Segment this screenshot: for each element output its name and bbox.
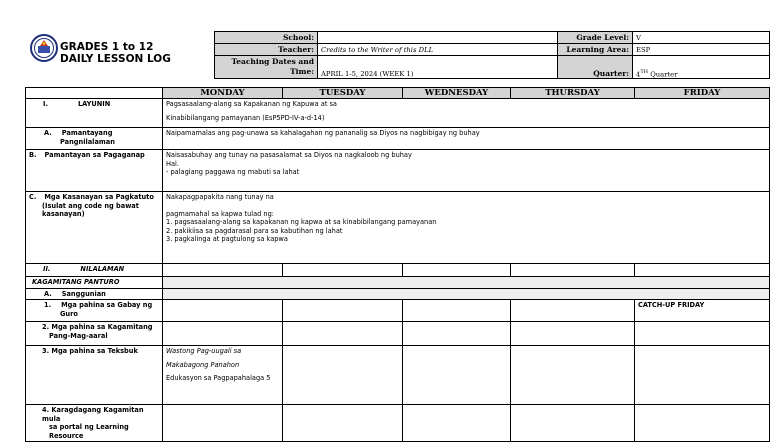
ppn-label-1: Pamantayang <box>61 129 113 137</box>
dates-value: APRIL 1-5, 2024 (WEEK 1) <box>318 56 558 79</box>
grade-level-label: Grade Level: <box>558 32 633 44</box>
sanggunian-num: A. <box>44 289 52 298</box>
kasanayan-item-1: 1. pagsasaalang-alang sa kapakanan ng kapwa at sa kinabibilangang pamayanan <box>166 218 437 226</box>
kasanayan-num: C. <box>29 193 37 201</box>
dates-label-line-1: Teaching Dates and <box>231 57 314 66</box>
grade-level-value: V <box>633 32 770 44</box>
layunin-num: I. <box>43 100 48 108</box>
day-friday: FRIDAY <box>635 88 770 99</box>
layunin-text: LAYUNIN <box>77 100 111 108</box>
learning-area-value: ESP <box>633 44 770 56</box>
teacher-label: Teacher: <box>215 44 318 56</box>
teksbuk-wed <box>403 346 511 405</box>
row-layunin <box>26 99 770 128</box>
gabay-mon <box>163 300 283 322</box>
kasanayan-content <box>163 192 770 264</box>
nilalaman-wed <box>403 264 511 277</box>
kasanayan-label-1: Mga Kasanayan sa Pagkatuto <box>44 193 154 201</box>
day-wednesday: WEDNESDAY <box>403 88 511 99</box>
pp-label: Pamantayan sa Pagaganap <box>44 151 145 159</box>
karagdagang-mon <box>163 405 283 442</box>
kasanayan-line-2: pagmamahal sa kapwa tulad ng: <box>166 209 275 218</box>
pp-line-3: - palagiang paggawa ng mabuti sa lahat <box>166 168 300 176</box>
teksbuk-mon <box>163 346 283 405</box>
kma-fri <box>635 322 770 346</box>
kma-tue <box>283 322 403 346</box>
kma-mon <box>163 322 283 346</box>
kasanayan-item-2: 2. pakikiisa sa pagdarasal para sa kabutihan ng lahat <box>166 226 343 235</box>
gabay-wed <box>403 300 511 322</box>
pp-line-2: Hal. <box>166 159 179 168</box>
nilalaman-text: NILALAMAN <box>80 265 125 273</box>
teksbuk-fri <box>635 346 770 405</box>
nilalaman-mon <box>163 264 283 277</box>
title-line-2: DAILY LESSON LOG <box>60 53 171 65</box>
gabay-label-2: Guro <box>60 309 78 318</box>
kasanayan-line-1: Nakapagpapakita nang tunay na <box>166 193 274 201</box>
kma-thu <box>511 322 635 346</box>
gabay-tue <box>283 300 403 322</box>
nilalaman-num: II. <box>43 265 51 273</box>
ppn-label-2: Pangnilalaman <box>60 137 115 146</box>
row-kagamitang-panturo <box>26 277 770 289</box>
kagamitang-panturo-label: KAGAMITANG PANTURO <box>26 277 163 289</box>
school-label: School: <box>215 32 318 44</box>
day-thursday: THURSDAY <box>511 88 635 99</box>
nilalaman-label <box>26 264 163 277</box>
catch-up-friday-label: CATCH-UP FRIDAY <box>635 300 770 322</box>
quarter-label: Quarter: <box>558 56 633 79</box>
pp-num: B. <box>29 151 37 159</box>
gabay-num: 1. <box>44 301 52 309</box>
gabay-label-1: Mga pahina sa Gabay ng <box>61 301 153 309</box>
day-tuesday: TUESDAY <box>283 88 403 99</box>
pp-line-1: Naisasabuhay ang tunay na pasasalamat sa Diyos na nagkaloob ng buhay <box>166 151 412 159</box>
kasanayan-label-3: kasanayan) <box>42 210 85 218</box>
gabay-guro-label <box>26 300 163 322</box>
learning-area-label: Learning Area: <box>558 44 633 56</box>
pamantayan-pagganap-content <box>163 150 770 192</box>
row-sanggunian <box>26 288 770 300</box>
title-line-1: GRADES 1 to 12 <box>60 41 154 53</box>
row-nilalaman <box>26 264 770 277</box>
lesson-log-table <box>25 98 770 442</box>
teksbuk-line-1: Wastong Pag-uugali sa <box>166 347 242 355</box>
row-kasanayan <box>26 192 770 264</box>
row-teksbuk <box>26 346 770 405</box>
lesson-log-title <box>60 41 171 65</box>
karagdagang-label-1: 4. Karagdagang Kagamitan mula <box>42 406 144 423</box>
sanggunian-band <box>163 288 770 300</box>
nilalaman-thu <box>511 264 635 277</box>
kasanayan-item-3: 3. pagkalinga at pagtulong sa kapwa <box>166 235 288 243</box>
day-monday: MONDAY <box>163 88 283 99</box>
row-pamantayan-pagganap <box>26 150 770 192</box>
header-info-right <box>557 31 770 79</box>
kagamitang-panturo-band <box>163 277 770 289</box>
school-value <box>318 32 558 44</box>
dates-label <box>215 56 318 79</box>
row-pamantayang-pangnilalaman <box>26 128 770 150</box>
karagdagang-label-2: sa portal ng Learning <box>49 423 129 431</box>
quarter-suffix: TH <box>640 68 649 75</box>
quarter-word: Quarter <box>650 70 678 78</box>
teksbuk-line-3: Edukasyon sa Pagpapahalaga 5 <box>166 374 271 382</box>
teksbuk-label: 3. Mga pahina sa Teksbuk <box>26 346 163 405</box>
karagdagang-wed <box>403 405 511 442</box>
row-gabay-guro <box>26 300 770 322</box>
deped-seal-icon <box>30 34 58 62</box>
teksbuk-line-2: Makabagong Panahon <box>166 360 240 369</box>
dates-label-line-2: Time: <box>290 67 314 76</box>
quarter-value <box>633 56 770 79</box>
layunin-content <box>163 99 770 128</box>
karagdagang-label <box>26 405 163 442</box>
karagdagang-fri <box>635 405 770 442</box>
layunin-line-2: Kinabibilangang pamayanan (EsP5PD-IV-a-d-14) <box>166 113 325 122</box>
row-karagdagang <box>26 405 770 442</box>
days-header-corner <box>26 88 163 99</box>
karagdagang-tue <box>283 405 403 442</box>
header-info-left <box>214 31 558 79</box>
row-kagamitang-mag-aaral <box>26 322 770 346</box>
pamantayang-pangnilalaman-content: Naipamamalas ang pag-unawa sa kahalagahan ng pananalig sa Diyos na nagbibigay ng buhay <box>163 128 770 150</box>
kma-wed <box>403 322 511 346</box>
nilalaman-fri <box>635 264 770 277</box>
teacher-value: Credits to the Writer of this DLL <box>318 44 558 56</box>
sanggunian-label <box>26 288 163 300</box>
layunin-label <box>26 99 163 128</box>
kasanayan-label <box>26 192 163 264</box>
teksbuk-thu <box>511 346 635 405</box>
teksbuk-tue <box>283 346 403 405</box>
gabay-thu <box>511 300 635 322</box>
kasanayan-label-2: (Isulat ang code ng bawat <box>42 201 139 210</box>
kma-label-1: 2. Mga pahina sa Kagamitang <box>42 323 153 331</box>
quarter-number: 4 <box>636 70 641 78</box>
ppn-num: A. <box>44 129 52 137</box>
kagamitang-mag-aaral-label <box>26 322 163 346</box>
pamantayang-pangnilalaman-label <box>26 128 163 150</box>
sanggunian-text: Sanggunian <box>61 289 106 298</box>
kma-label-2: Pang-Mag-aaral <box>49 331 108 340</box>
layunin-line-1: Pagsasaalang-alang sa Kapakanan ng Kapuwa at sa <box>166 100 337 108</box>
pamantayan-pagganap-label <box>26 150 163 192</box>
karagdagang-thu <box>511 405 635 442</box>
nilalaman-tue <box>283 264 403 277</box>
karagdagang-label-3: Resource <box>49 431 84 440</box>
